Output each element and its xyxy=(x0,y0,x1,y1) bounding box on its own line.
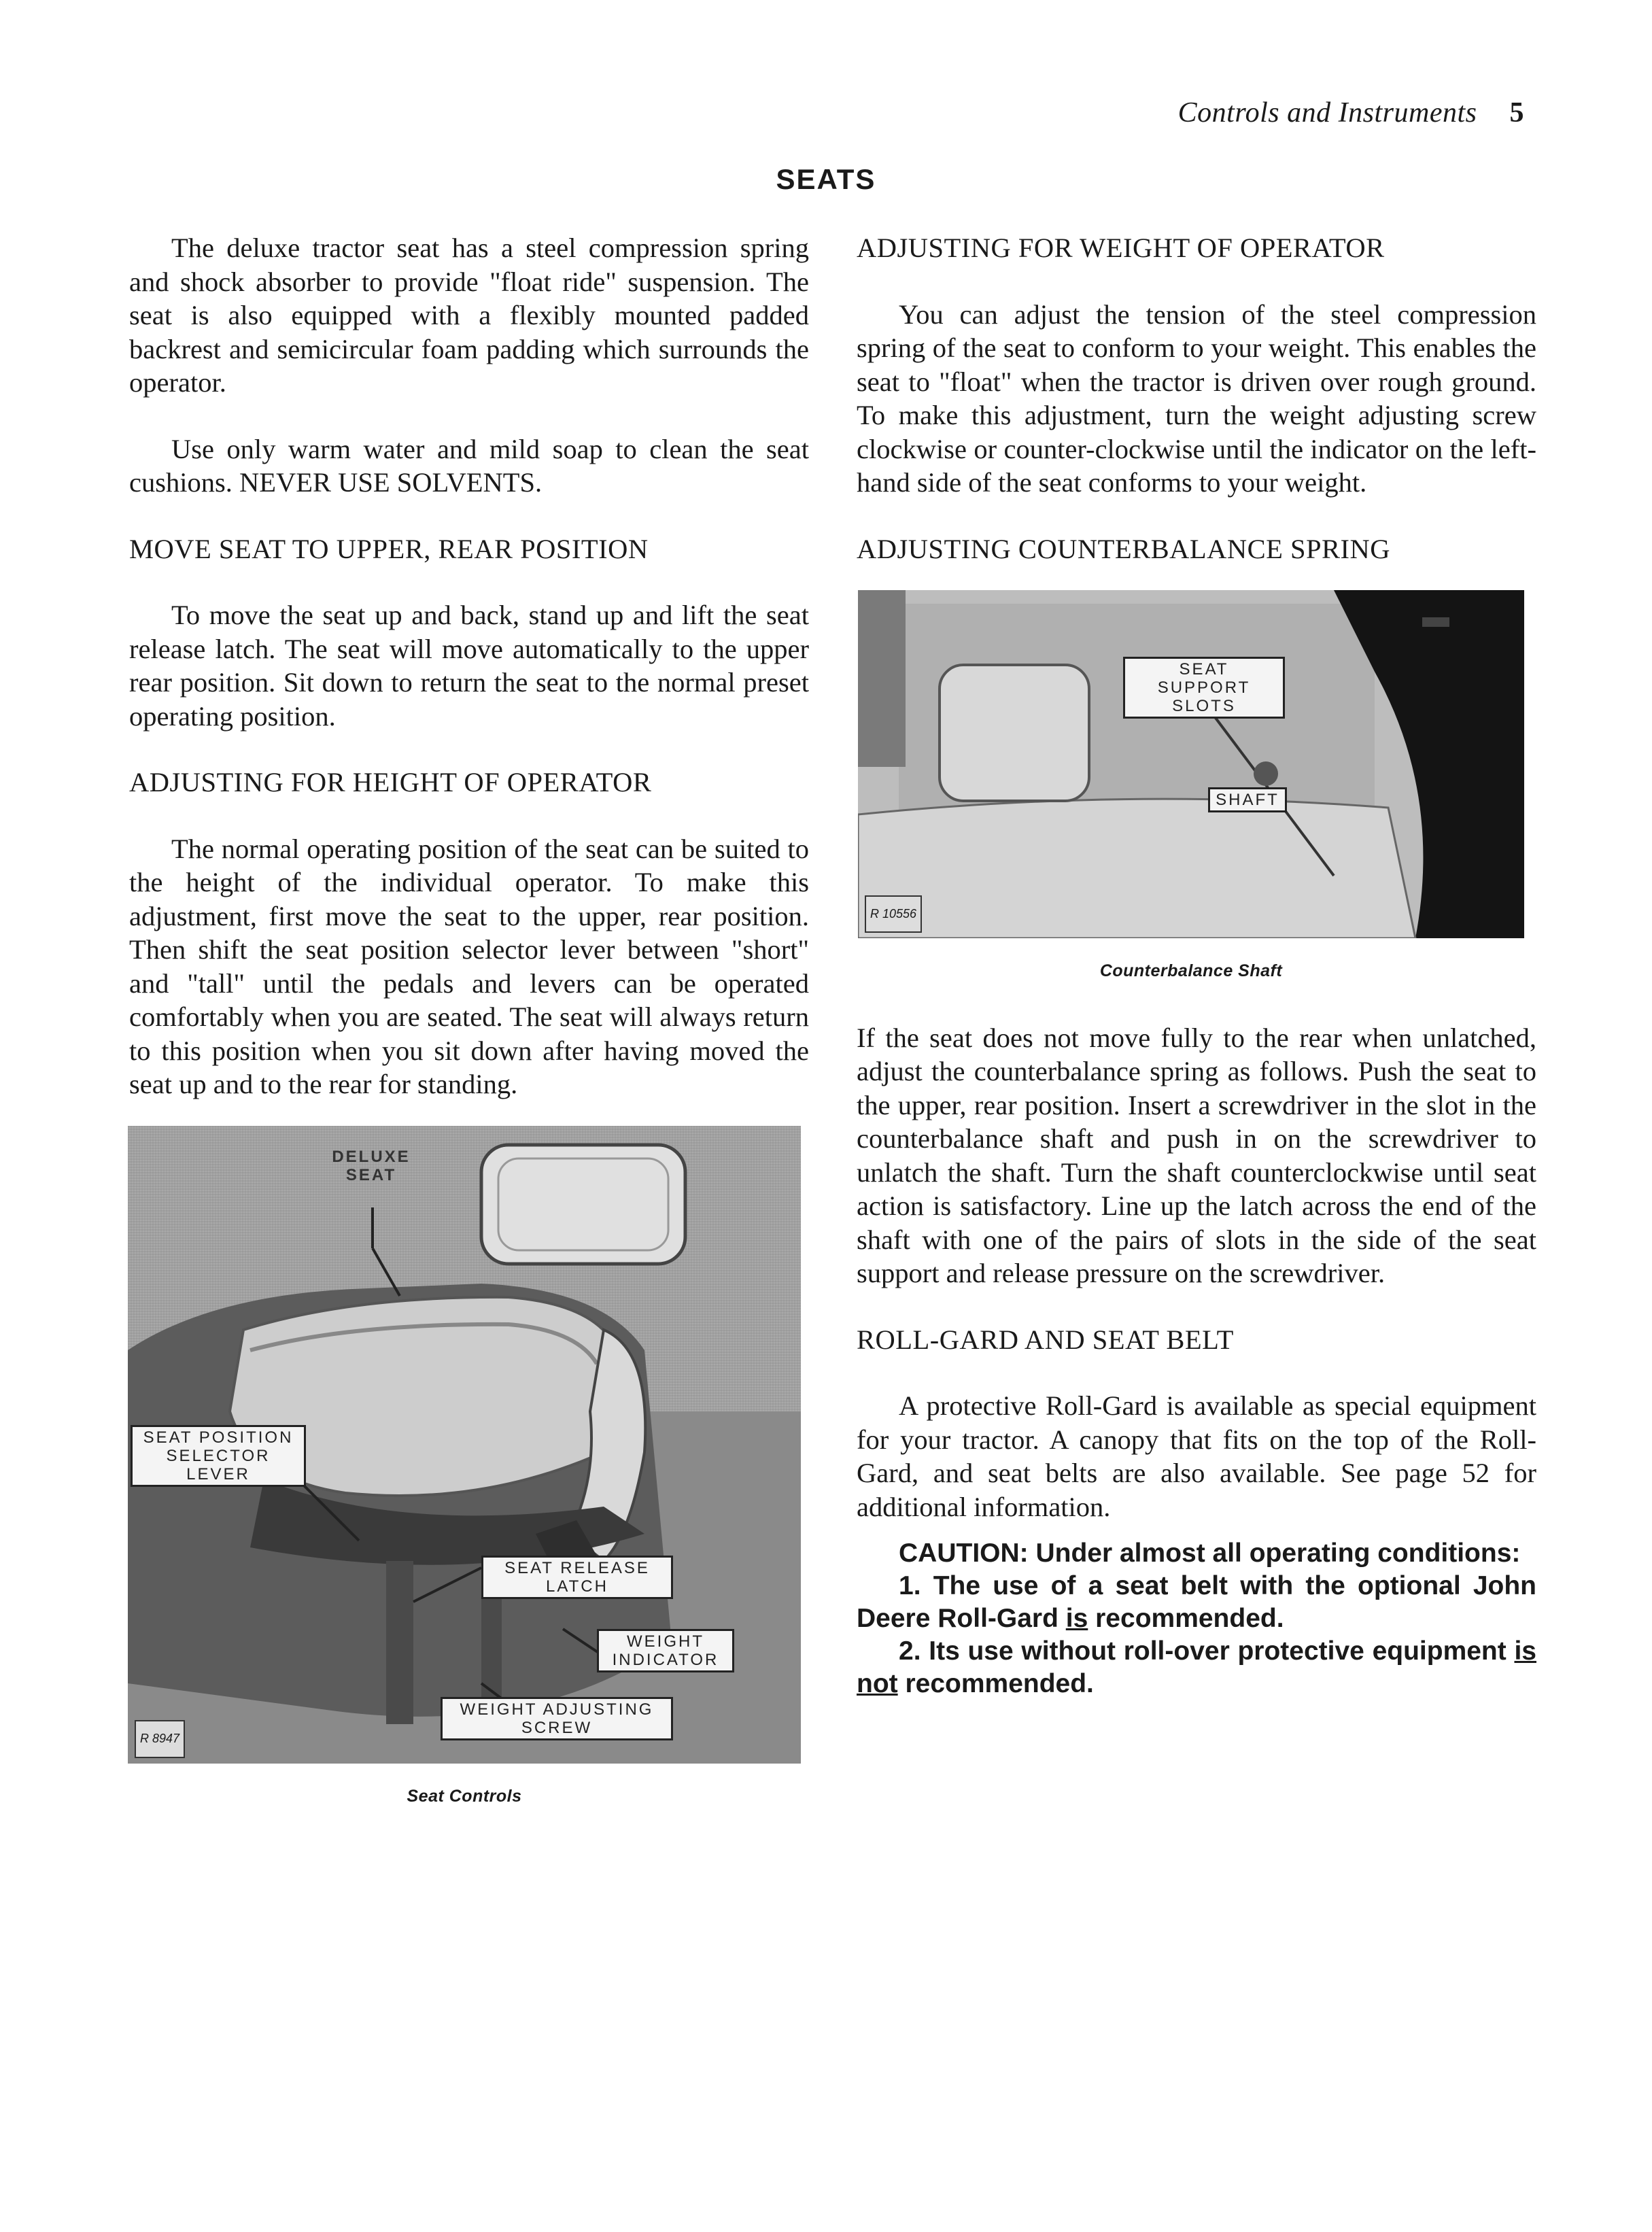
photo-code-2: R 10556 xyxy=(865,895,922,933)
counterbalance-photo xyxy=(858,590,1524,938)
label-release-latch: SEAT RELEASE LATCH xyxy=(481,1556,673,1599)
counterbalance-figure xyxy=(858,590,1536,989)
caution-intro: CAUTION: Under almost all operating conditions: xyxy=(899,1539,1521,1568)
header-title: Controls and Instruments xyxy=(1177,97,1477,128)
page-header xyxy=(1178,97,1524,129)
page-number: 5 xyxy=(1509,97,1524,128)
caution-item-2-emphasis: is not xyxy=(857,1636,1536,1698)
counterbalance-paragraph: If the seat does not move fully to the rear when unlatched, adjust the counterbalance spring as follows. Push the seat to the upper, rear position. Insert a screwdriver in the slot in the counterbalance shaft and push in on the screwdriver to unlatch the shaft. Turn the shaft counterclockwise until seat action is satisfactory. Line up the latch across the end of the shaft with one of the pairs of slots in the side of the seat support and release pressure on the screwdriver. xyxy=(857,1022,1536,1288)
heading-height: ADJUSTING FOR HEIGHT OF OPERATOR xyxy=(129,767,652,797)
rollgard-paragraph: A protective Roll-Gard is available as special equipment for your tractor. A canopy that fits on the top of the Roll-Gard, and seat belts are also available. See page 52 for additional information. xyxy=(857,1390,1536,1522)
section-title: SEATS xyxy=(776,163,876,195)
caution-item-2 xyxy=(857,1635,1536,1700)
caution-item-1-text: 1. The use of a seat belt with the optional John Deere Roll-Gard xyxy=(857,1571,1536,1633)
caution-item-1 xyxy=(857,1570,1536,1635)
right-column xyxy=(857,231,1536,1700)
move-seat-paragraph: To move the seat up and back, stand up and lift the seat release latch. The seat will move automatically to the upper rear position. Sit down to return the seat to the normal preset operating position. xyxy=(129,600,809,732)
photo-code: R 8947 xyxy=(135,1720,185,1758)
seat-controls-figure xyxy=(128,1126,809,1814)
figure-caption: Seat Controls xyxy=(407,1786,522,1806)
caution-item-2-text: 2. Its use without roll-over protective equipment xyxy=(899,1636,1515,1666)
seat-controls-photo xyxy=(128,1126,801,1764)
caution-block xyxy=(857,1537,1536,1700)
label-deluxe-seat: DELUXE SEAT xyxy=(332,1147,411,1184)
label-weight-indicator: WEIGHT INDICATOR xyxy=(597,1629,734,1672)
label-support-slots: SEAT SUPPORT SLOTS xyxy=(1123,657,1285,719)
caution-item-1-emphasis: is xyxy=(1065,1604,1088,1633)
intro-paragraph: The deluxe tractor seat has a steel compression spring and shock absorber to provide "float ride" suspension. The seat is also equipped with a flexibly mounted padded backrest and semicircular foam padding which surrounds the operator. xyxy=(129,233,809,398)
counterbalance-illustration xyxy=(858,590,1524,938)
label-shaft: SHAFT xyxy=(1208,787,1287,812)
left-column xyxy=(129,231,809,1813)
figure-caption-2: Counterbalance Shaft xyxy=(1099,961,1283,980)
heading-move-seat: MOVE SEAT TO UPPER, REAR POSITION xyxy=(129,533,649,564)
heading-counterbalance: ADJUSTING COUNTERBALANCE SPRING xyxy=(857,533,1391,564)
heading-rollgard: ROLL-GARD AND SEAT BELT xyxy=(857,1324,1234,1355)
label-selector-lever: SEAT POSITION SELECTOR LEVER xyxy=(131,1425,306,1487)
weight-paragraph: You can adjust the tension of the steel compression spring of the seat to conform to your weight. This enables the seat to "float" when the tractor is driven over rough ground. To make this adjustment, turn the weight adjusting screw clockwise or counter-clockwise until the indicator on the left-hand side of the seat conforms to your weight. xyxy=(857,298,1536,498)
caution-item-2-end: recommended. xyxy=(897,1669,1094,1698)
heading-weight: ADJUSTING FOR WEIGHT OF OPERATOR xyxy=(857,233,1385,263)
caution-item-1-end: recommended. xyxy=(1088,1604,1284,1633)
cleaning-paragraph: Use only warm water and mild soap to clean the seat cushions. NEVER USE SOLVENTS. xyxy=(129,433,809,498)
height-paragraph: The normal operating position of the seat can be suited to the height of the individual operator. To make this adjustment, first move the seat to the upper, rear position. Then shift the seat position selector lever between "short" and "tall" until the pedals and levers can be operated comfortably when you are seated. The seat will always return to this position when you sit down after having moved the seat up and to the rear for standing. xyxy=(129,833,809,1099)
label-adjusting-screw: WEIGHT ADJUSTING SCREW xyxy=(441,1697,673,1740)
